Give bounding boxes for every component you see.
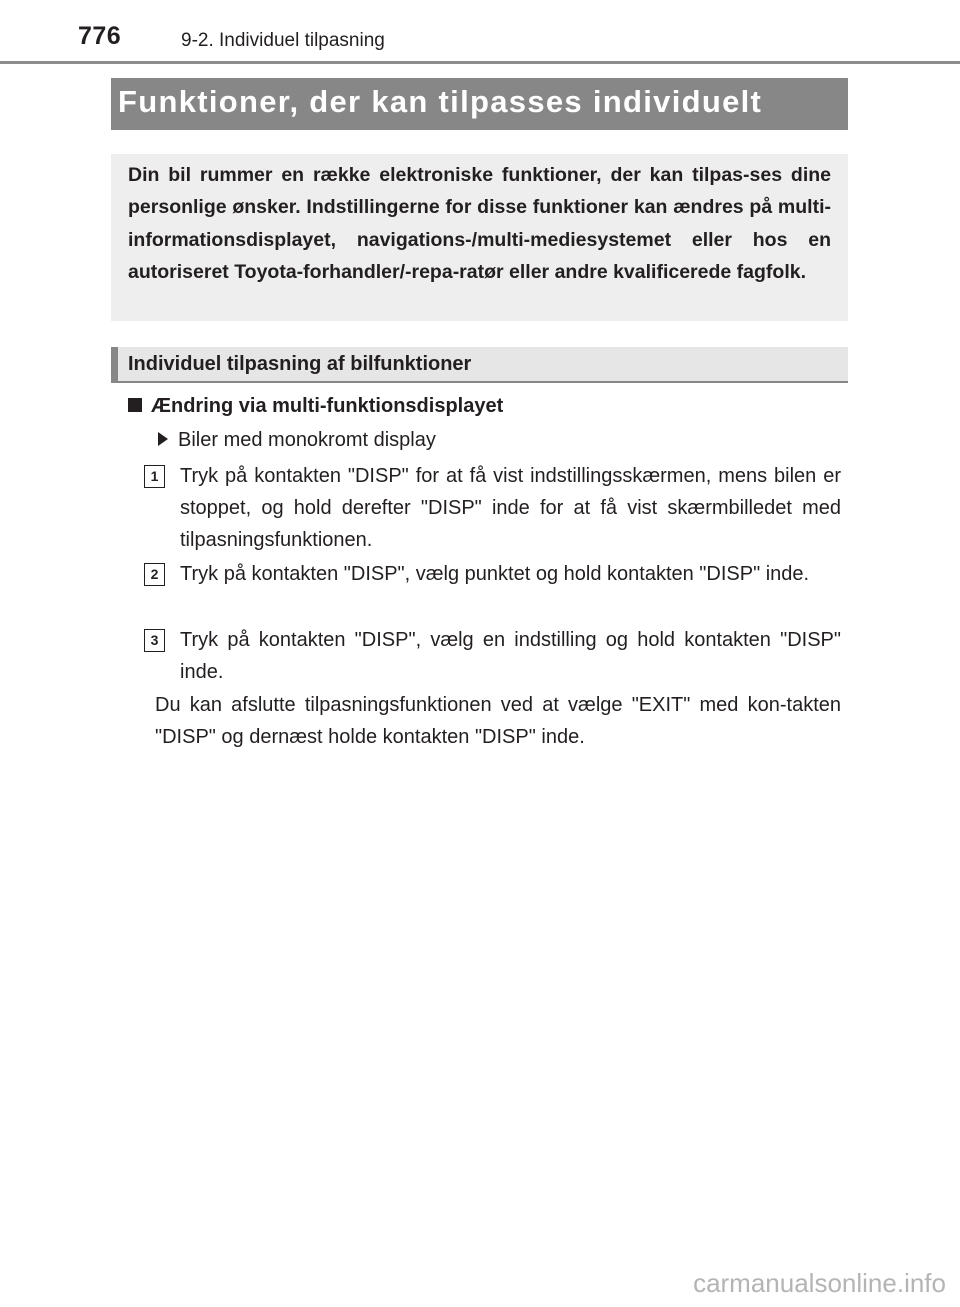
page-number: 776 [78, 22, 122, 50]
closing-text: Du kan afslutte tilpasningsfunktionen ved at vælge "EXIT" med kon-takten "DISP" og dernæst holde kontakten "DISP" inde. [155, 694, 841, 748]
header-rule [0, 61, 960, 64]
section-label: 9-2. Individuel tilpasning [181, 30, 385, 51]
step-badge-1: 1 [144, 465, 165, 488]
step-text-3: Tryk på kontakten "DISP", vælg en indstilling og hold kontakten "DISP" inde. [180, 629, 841, 683]
vehicle-type-text: Biler med monokromt display [178, 429, 436, 451]
procedure-heading [128, 392, 503, 420]
intro-text: Din bil rummer en række elektroniske funktioner, der kan tilpas-ses dine personlige ønsker. Indstillingerne for disse funktioner kan ændres på multi-informationsdisplayet, navigations-/multi-mediesystemet eller hos en autoriseret Toyota-forhandler/-repa-ratør eller andre kvalificerede fagfolk. [128, 164, 831, 284]
step-text-1: Tryk på kontakten "DISP" for at få vist indstillingsskærmen, mens bilen er stoppet, og hold derefter "DISP" inde for at få vist skærmbilledet med tilpasningsfunktionen. [180, 465, 841, 551]
step-text-2: Tryk på kontakten "DISP", vælg punktet og hold kontakten "DISP" inde. [180, 563, 810, 585]
vehicle-type-row [158, 426, 436, 454]
intro-box [111, 154, 848, 321]
subsection-heading: Individuel tilpasning af bilfunktioner [111, 347, 848, 383]
page-title: Funktioner, der kan tilpasses individuelt [111, 78, 848, 130]
step-badge-3: 3 [144, 629, 165, 652]
watermark: carmanualsonline.info [693, 1268, 946, 1298]
square-bullet-icon [128, 398, 142, 412]
triangle-bullet-icon [158, 432, 168, 446]
step-badge-2: 2 [144, 563, 165, 586]
procedure-heading-text: Ændring via multi-funktionsdisplayet [151, 395, 504, 417]
